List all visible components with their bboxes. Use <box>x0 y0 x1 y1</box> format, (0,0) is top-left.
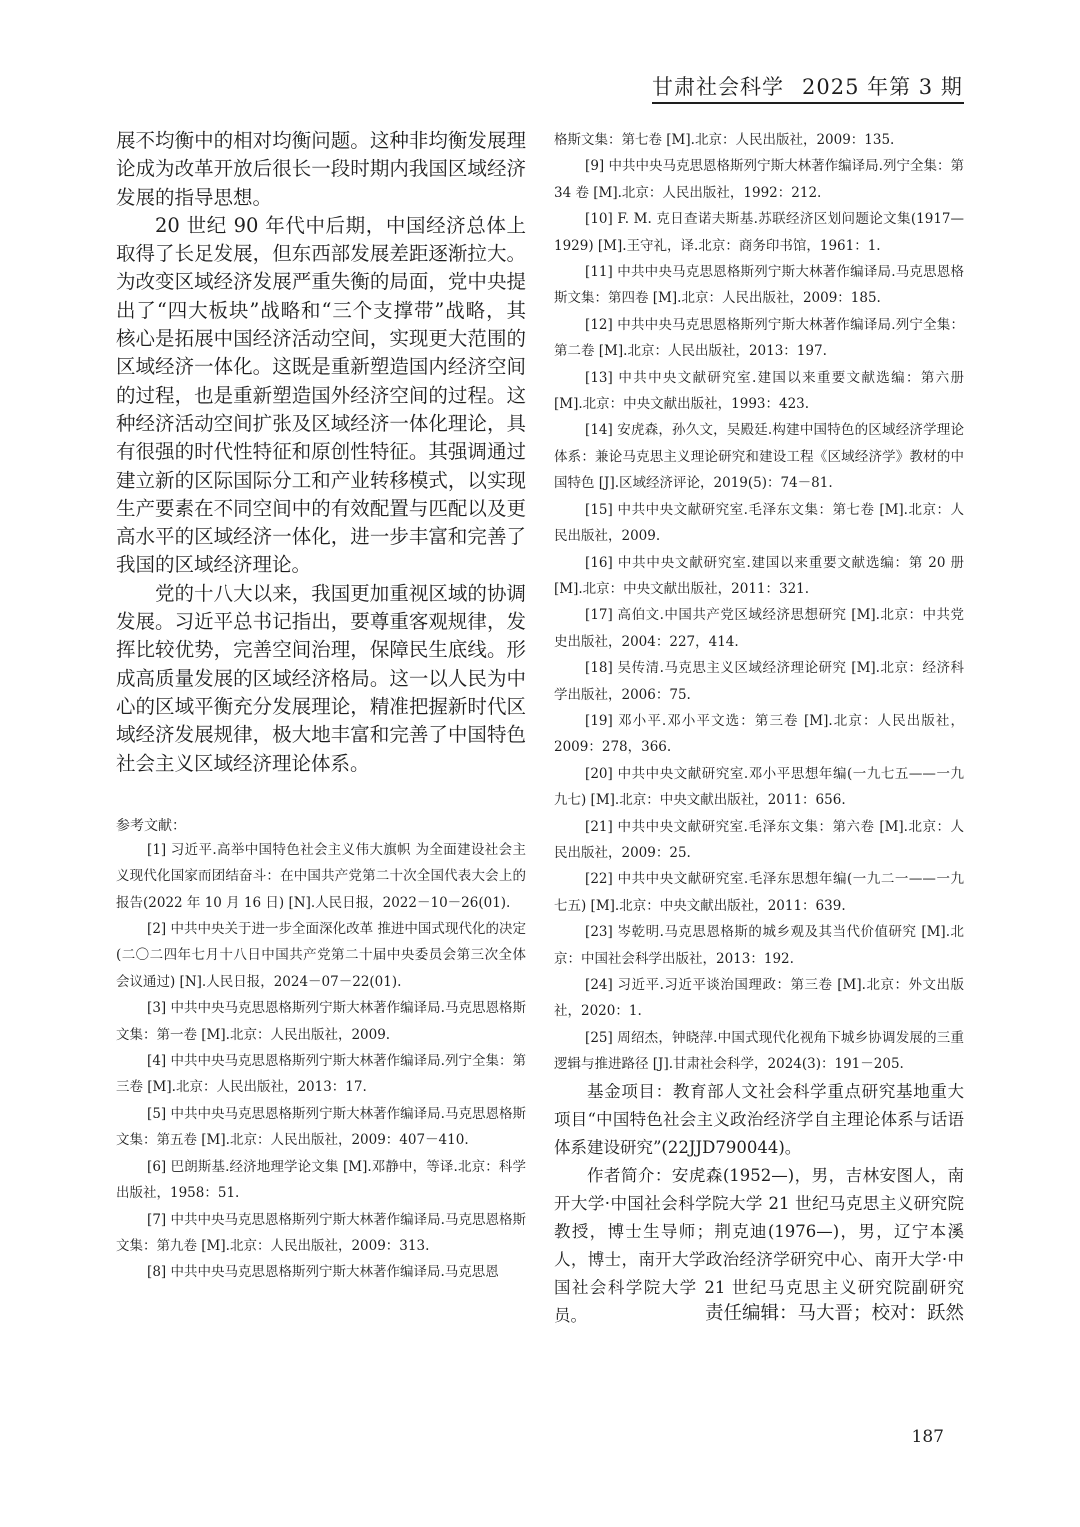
reference-item: [15] 中共中央文献研究室.毛泽东文集：第七卷 [M].北京：人民出版社，2009. <box>554 501 964 545</box>
reference-item: [3] 中共中央马克思恩格斯列宁斯大林著作编译局.马克思恩格斯文集：第一卷 [M].北京：人民出版社，2009. <box>116 1000 526 1043</box>
reference-item: [10] F. M. 克日查诺夫斯基.苏联经济区划问题论文集(1917—1929) [M].王守礼，译.北京：商务印书馆，1961：1. <box>554 211 964 254</box>
body-paragraph: 展不均衡中的相对均衡问题。这种非均衡发展理论成为改革开放后很长一段时期内我国区域经济发展的指导思想。 <box>116 129 526 209</box>
issue-label: 2025 年第 3 期 <box>802 75 963 99</box>
left-column <box>116 127 526 1286</box>
reference-item: [14] 安虎森，孙久文，吴殿廷.构建中国特色的区域经济学理论体系：兼论马克思主义理论研究和建设工程《区域经济学》教材的中国特色 [J].区域经济评论，2019(5)：74－81. <box>554 422 964 492</box>
reference-item: [25] 周绍杰，钟晓萍.中国式现代化视角下城乡协调发展的三重逻辑与推进路径 [J].甘肃社会科学，2024(3)：191－205. <box>554 1029 964 1073</box>
journal-name: 甘肃社会科学 <box>652 75 784 99</box>
reference-item: [13] 中共中央文献研究室.建国以来重要文献选编：第六册 [M].北京：中央文献出版社，1993：423. <box>554 369 964 413</box>
editor-credit: 责任编辑：马大晋；校对：跃然 <box>704 1303 964 1324</box>
page-number: 187 <box>911 1427 944 1447</box>
running-header <box>652 74 964 104</box>
reference-item: [16] 中共中央文献研究室.建国以来重要文献选编：第 20 册 [M].北京：中央文献出版社，2011：321. <box>554 554 964 597</box>
reference-item: [23] 岑乾明.马克思恩格斯的城乡观及其当代价值研究 [M].北京：中国社会科学出版社，2013：192. <box>554 924 964 967</box>
fund-note: 基金项目：教育部人文社会科学重点研究基地重大项目“中国特色社会主义政治经济学自主理论体系与话语体系建设研究”(22JJD790044)。 <box>554 1081 964 1157</box>
reference-item: [5] 中共中央马克思恩格斯列宁斯大林著作编译局.马克思恩格斯文集：第五卷 [M].北京：人民出版社，2009：407－410. <box>116 1105 526 1149</box>
reference-item: [12] 中共中央马克思恩格斯列宁斯大林著作编译局.列宁全集：第二卷 [M].北京：人民出版社，2013：197. <box>554 316 964 360</box>
reference-item: [1] 习近平.高举中国特色社会主义伟大旗帜 为全面建设社会主义现代化国家而团结奋斗：在中国共产党第二十次全国代表大会上的报告(2022 年 10 月 16 日) [N].人民日报，2022－10－26(01). <box>116 841 526 911</box>
reference-item-continued: 格斯文集：第七卷 [M].北京：人民出版社，2009：135. <box>554 132 895 148</box>
author-note: 作者简介：安虎森(1952—)，男，吉林安图人，南开大学·中国社会科学院大学 21 世纪马克思主义研究院教授，博士生导师；荆克迪(1976—)，男，辽宁本溪人，博士，南开大学政治经济学研究中心、南开大学·中国社会科学院大学 21 世纪马克思主义研究院副研究员。 <box>554 1165 964 1325</box>
references-title: 参考文献： <box>116 817 186 834</box>
reference-item: [22] 中共中央文献研究室.毛泽东思想年编(一九二一——一九七五) [M].北京：中央文献出版社，2011：639. <box>554 871 964 914</box>
reference-item: [2] 中共中央关于进一步全面深化改革 推进中国式现代化的决定(二〇二四年七月十八日中国共产党第二十届中央委员会第三次全体会议通过) [N].人民日报，2024－07－22(01). <box>116 921 526 990</box>
body-paragraph: 党的十八大以来，我国更加重视区域的协调发展。习近平总书记指出，要尊重客观规律，发挥比较优势，完善空间治理，保障民生底线。形成高质量发展的区域经济格局。这一以人民为中心的区域平衡充分发展理论，精准把握新时代区域经济发展规律，极大地丰富和完善了中国特色社会主义区域经济理论体系。 <box>116 581 526 775</box>
reference-item: [21] 中共中央文献研究室.毛泽东文集：第六卷 [M].北京：人民出版社，2009：25. <box>554 818 964 861</box>
reference-item: [7] 中共中央马克思恩格斯列宁斯大林著作编译局.马克思恩格斯文集：第九卷 [M].北京：人民出版社，2009：313. <box>116 1211 526 1254</box>
reference-item: [18] 吴传清.马克思主义区域经济理论研究 [M].北京：经济科学出版社，2006：75. <box>554 660 964 703</box>
right-column <box>554 127 964 1330</box>
references-list-right <box>554 127 964 1078</box>
reference-item: [24] 习近平.习近平谈治国理政：第三卷 [M].北京：外文出版社，2020：1. <box>554 977 964 1020</box>
reference-item: [9] 中共中央马克思恩格斯列宁斯大林著作编译局.列宁全集：第 34 卷 [M].北京：人民出版社，1992：212. <box>554 158 964 201</box>
reference-item: [8] 中共中央马克思恩格斯列宁斯大林著作编译局.马克思恩 <box>147 1264 499 1281</box>
reference-item: [20] 中共中央文献研究室.邓小平思想年编(一九七五——一九九七) [M].北京：中央文献出版社，2011：656. <box>554 765 964 809</box>
reference-item: [6] 巴朗斯基.经济地理学论文集 [M].邓静中，等译.北京：科学出版社，1958：51. <box>116 1158 526 1202</box>
reference-item: [4] 中共中央马克思恩格斯列宁斯大林著作编译局.列宁全集：第三卷 [M].北京：人民出版社，2013：17. <box>116 1053 526 1096</box>
body-paragraph: 20 世纪 90 年代中后期，中国经济总体上取得了长足发展，但东西部发展差距逐渐拉大。为改变区域经济发展严重失衡的局面，党中央提出了“四大板块”战略和“三个支撑带”战略，其核心是拓展中国经济活动空间，实现更大范围的区域经济一体化。这既是重新塑造国内经济空间的过程，也是重新塑造国外经济空间的过程。这种经济活动空间扩张及区域经济一体化理论，具有很强的时代性特征和原创性特征。其强调通过建立新的区际国际分工和产业转移模式，以实现生产要素在不同空间中的有效配置与匹配以及更高水平的区域经济一体化，进一步丰富和完善了我国的区域经济理论。 <box>116 213 526 577</box>
notes-block <box>554 1078 964 1330</box>
reference-item: [19] 邓小平.邓小平文选：第三卷 [M].北京：人民出版社，2009：278，366. <box>554 712 964 756</box>
references-list-left <box>116 837 526 1286</box>
reference-item: [11] 中共中央马克思恩格斯列宁斯大林著作编译局.马克思恩格斯文集：第四卷 [M].北京：人民出版社，2009：185. <box>554 264 964 307</box>
left-body <box>116 127 526 778</box>
reference-item: [17] 高伯文.中国共产党区域经济思想研究 [M].北京：中共党史出版社，2004：227，414. <box>554 607 964 650</box>
